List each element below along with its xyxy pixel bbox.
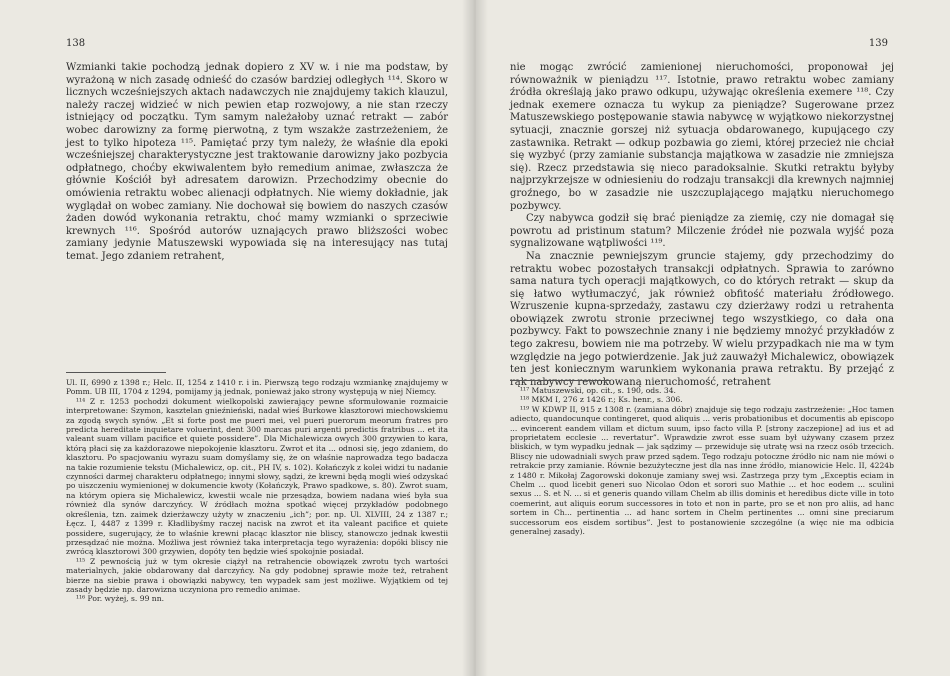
book-gutter <box>462 0 488 676</box>
footnote: ¹¹⁷ Matuszewski, op. cit., s. 190, ods. 34. <box>520 386 676 395</box>
footnote-separator <box>66 372 166 373</box>
right-body-text <box>510 62 894 389</box>
footnote: ¹¹⁵ Z pewnością już w tym okresie ciążył na retrahencie obowiązek zwrotu tych wartości materialnych, jakie obdarowany dał darczyńcy. Na gdy podobnej sprawie może też, retrahent bierze na siebie prawa i obowiązki nabywcy, ten wypadek sam jest możliwe. Wyjątkiem od tej zasady będzie np. darowizna uczyniona pro remedio animae. <box>66 556 448 594</box>
footnote: Ul. II, 6990 z 1398 r.; Helc. II, 1254 z 1410 r. i in. Pierwszą tego rodzaju wzmiankę znajdujemy w Pomm. UB III, 1704 z 1294, pomijamy ją jednak, ponieważ jako strony występują w niej Niemcy. <box>66 378 448 397</box>
left-body-text <box>66 62 448 264</box>
footnote: ¹¹⁴ Z r. 1253 pochodzi dokument wielkopolski zawierający pewne sformułowanie rozmaicie interpretowane: Szymon, kasztelan gnieźnieński, nadał wieś Burkowe klasztorowi miechowskiemu za zgodą swych synów. „Et si forte post me pueri mei, vel pueri puerorum meorum fratres pro predicta hereditate inquietare voluerint, dent 300 marcas puri argenti predictis fratribus ... et ita valeant suam villam pacifice et quiete possidere”. Dla Michalewicza owych 300 grzywien to kara, którą płaci się za każdorazowe niepokojenie klasztoru. Zwrot et ita ... odnosi się, jego zdaniem, do klasztoru. Po spacjowaniu wyrazu suam domyślamy się, że on właśnie naprowadza tego badacza na takie rozumienie tekstu (Michalewicz, op. cit., PH IV, s. 102). Kołańczyk z kolei widzi tu nadanie czynności darmej charakteru odpłatnego; innymi słowy, sądzi, że krewni będą mogli wieś odzyskać po uiszczeniu wymienionej w dokumencie kwoty (Kołańczyk, Prawo spadkowe, s. 80). Zwrot suam, na którym opiera się Michalewicz, kwestii wcale nie przesądza, bowiem nadana wieś była sua również dla synów darczyńcy. W źródłach można spotkać więcej przykładów podobnego określenia, tzn. zaimek dzierżawczy użyty w znaczeniu „ich”; por. np. Ul. XLVIII, 24 z 1387 r.; Łęcz. I, 4487 z 1399 r. Kładlibyśmy raczej nacisk na zwrot et ita valeant pacifice et quiete possidere, sugerujący, że to właśnie krewni płacąc klasztor nie bliscy, stanowczo jednak kwestii przesądzać nie można. Możliwa jest również taka interpretacja tego wyrażenia: dopóki bliscy nie zwrócą klasztorowi 300 grzywien, dopóty ten będzie wieś spokojnie posiadał. <box>66 396 448 557</box>
body-paragraph: nie mogąc zwrócić zamienionej nieruchomości, proponował jej równoważnik w pieniądzu ¹¹⁷. Istotnie, prawo retraktu wobec zamiany źródła określają jako prawo odkupu, używając określenia exemere ¹¹⁸. Czy jednak exemere oznacza tu wykup za pieniądze? Sugerowane przez Matuszewskiego postępowanie stawia nabywcę w wyjątkowo niekorzystnej sytuacji, znacznie gorszej niż sytuacja obdarowanego, kupującego czy zastawnika. Retrakt — odkup pozbawia go ziemi, której przecież nie chciał się wyzbyć (przy zamianie substancja majątkowa w zasadzie nie zmniejsza się). Rzecz przedstawia się nieco paradoksalnie. Skutki retraktu byłyby najprzykrzejsze w odniesieniu do rodzaju transakcji dla krewnych najmniej groźnego, bo w zasadzie nie uszczuplającego majątku nieruchomego pozbywcy. <box>510 62 894 212</box>
footnote-separator <box>510 380 610 381</box>
page-number-left: 138 <box>66 38 86 49</box>
left-footnotes <box>66 378 448 604</box>
body-paragraph: Na znacznie pewniejszym gruncie stajemy, gdy przechodzimy do retraktu wobec pozostałych transakcji odpłatnych. Sprawia to zarówno sama natura tych operacji majątkowych, co do których retrakt — skup da się łatwo wytłumaczyć, jak również obfitość materiału źródłowego. Wzruszenie kupna-sprzedaży, zastawu czy dzierżawy rodzi u retrahenta obowiązek zwrotu stronie przeciwnej tego wszystkiego, co dała ona pozbywcy. Fakt to powszechnie znany i nie będziemy mnożyć przykładów z tego zakresu, bowiem nie ma potrzeby. W wielu przypadkach nie ma w tym względzie na jego potwierdzenie. Jak już zauważył Michalewicz, obowiązek ten jest koniecznym warunkiem wykonania prawa retraktu. By przejąć z rąk nabywcy rewokowaną nieruchomość, retrahent <box>510 250 894 388</box>
footnote: ¹¹⁶ Por. wyżej, s. 99 nn. <box>76 594 165 604</box>
footnote: ¹¹⁹ W KDWP II, 915 z 1308 r. (zamiana dóbr) znajduje się tego rodzaju zastrzeżenie: „Hoc tamen adiecto, quandocunque contingeret, quod aliquis ... veris probationibus et documentis ab episcopo ... evincerent eandem villam et dictum suum, ipso facto villa P. [strony zaczepione] ad ius et ad proprietatem ecclesie ... revertatur”. Wprawdzie zwrot esse suam był używany czasem przez bliskich, w tym wypadku jednak — jak sądzimy — przewiduje się utratę wsi na rzecz osób trzecich. Bliscy nie udowadniali swych praw przed sądem. Tego rodzaju potoczne źródło nic nam nie mówi o retrakcie przy zamianie. Równie bezużyteczne jest dla nas inne źródło, mianowicie Helc. II, 4224b z 1480 r. Mikołaj Zagorowski dokonuje zamiany swej wsi. Zastrzega przy tym „Exceptis eciam in Chelm ... quod licebit generi suo Nicolao Odon et sorori suo Mathie ... et hoc eodem ... sculini sexus ... S. et N. ... si et generis quando villam Chelm ab illis dominis et heredibus dicte ville in toto coemerint, aut aliquis eorum successores in toto et non in parte, pro se et non pro aliis, ad hanc sortem in Ch... pertinentia ... ad hanc sortem in Chelm pertinentes ... omni sine preciarum successorum eos eisdem sortibus”. Jest to postanowienie szczególne (a więc nie ma odbicia generalnej zasady). <box>510 404 894 537</box>
page-number-right: 139 <box>868 38 888 49</box>
right-page <box>475 0 950 676</box>
footnote: ¹¹⁸ MKM I, 276 z 1426 r.; Ks. henr., s. 306. <box>520 395 683 405</box>
right-footnotes <box>510 386 894 537</box>
body-paragraph: Wzmianki takie pochodzą jednak dopiero z XV w. i nie ma podstaw, by wyrażoną w nich zasadę odnieść do czasów bardziej odległych ¹¹⁴. Skoro w licznych wcześniejszych aktach nadawczych nie znajdujemy takich klauzul, należy raczej widzieć w nich pewien etap rozwojowy, a nie stan rzeczy istniejący od początku. Tym samym należałoby uznać retrakt — zabór wobec darowizny za formę pierwotną, z tym wszakże zastrzeżeniem, że jest to tylko hipoteza ¹¹⁵. Pamiętać przy tym należy, że właśnie dla epoki wcześniejszej charakterystyczne jest traktowanie darowizny jako pozbycia odpłatnego, choćby ekwiwalentem było remedium animae, zwłaszcza że głównie Kościół był adresatem darowizn. Przechodzimy obecnie do omówienia retraktu wobec alienacji odpłatnych. Nie wiemy dokładnie, jak wyglądał on wobec zamiany. Nie dochował się bowiem do naszych czasów żaden dowód wykonania retraktu, choć mamy wzmianki o sprzeciwie krewnych ¹¹⁶. Spośród autorów uznających prawo bliższości wobec zamiany jedynie Matuszewski wypowiada się na interesujący nas tutaj temat. Jego zdaniem retrahent, <box>66 62 448 262</box>
body-paragraph: Czy nabywca godził się brać pieniądze za ziemię, czy nie domagał się powrotu ad pristinum statum? Milczenie źródeł nie pozwala wyjść poza sygnalizowane wątpliwości ¹¹⁹. <box>510 213 894 250</box>
